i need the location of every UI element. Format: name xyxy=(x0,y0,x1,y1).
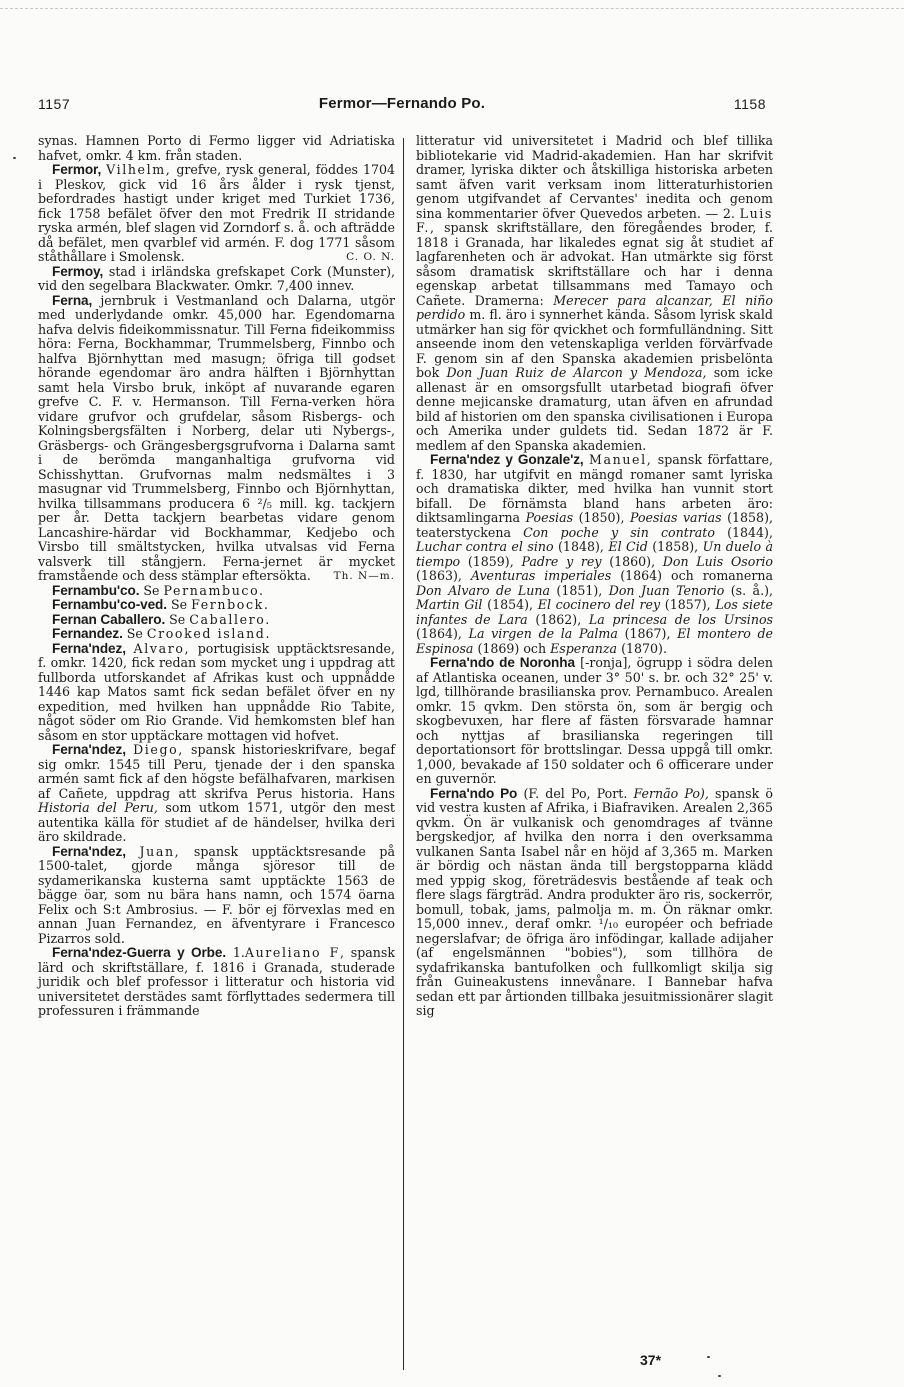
work-year: (1851), xyxy=(556,582,603,598)
entry-body: , spansk lärd och skriftställare, f. 1816 i Granada, studerade juridik och blef professor i litteratur och historia vid universitetet derstädes samt förflyttades sedermera till professuren i främmande xyxy=(38,945,395,1018)
work-year: (s. å.), xyxy=(730,582,773,598)
entry-fernando-po xyxy=(416,787,773,1019)
page-number-right: 1158 xyxy=(733,96,766,112)
work-title: El cocinero del rey xyxy=(537,597,661,612)
work-year: (1857), xyxy=(664,597,711,612)
see-label: Se xyxy=(170,597,188,612)
cross-reference: Pernambuco. xyxy=(163,582,265,598)
entry-fernandez-diego xyxy=(38,743,395,845)
headword: Fernambu'co. xyxy=(52,582,140,598)
work-year: (1864) och romanerna xyxy=(620,568,773,583)
work-year: (1854), xyxy=(487,597,534,612)
entry-body: stad i irländska grefskapet Cork (Munster), vid den segelbara Blackwater. Omkr. 7,400 innev. xyxy=(38,263,395,293)
work-title: Don Alvaro de Luna xyxy=(416,582,550,598)
entry-body: portugisisk upptäcktsresande, f. omkr. 1420, fick redan som mycket ung i uppdrag att fullborda utforskandet af Afrikas kust och uppnådde 1446 kap Matos samt fick sedan befälet öfver en ny expedition, med hvilken han uppnådde Rio Tabite, något söder om Rio Grande. Vid hemkomsten blef han såsom en stor upptäckare mottagen vid hofvet. xyxy=(38,640,395,743)
column-divider xyxy=(403,138,404,1370)
work-title: Los siete infantes de Lara xyxy=(416,597,773,627)
entry-body: m. fl. äro i synnerhet kända. Såsom lyrisk skald utmärker han sig för qvickhet och formfulländning. Sitt anseende inom den vetenskapliga verlden förvärfvade F. genom sin af den Spanska akademien prisbelönta bok xyxy=(416,307,773,380)
entry-body: spansk författare, f. 1830, har utgifvit en mängd romaner samt lyriska och dramatiska dikter, med hvilka han vunnit stort bifall. De förnämsta bland hans arbeten äro: diktsamlingarna xyxy=(416,452,773,525)
work-year: (1859), xyxy=(467,553,514,569)
work-title: Un duelo à tiempo xyxy=(416,539,773,569)
person-name: Diego, xyxy=(133,742,184,757)
entry-body: som utkom 1571, utgör den mest autentika källa för studiet af de händelser, hvilka deri äro skildrade. xyxy=(38,800,395,844)
work-title: Padre y rey xyxy=(521,553,602,569)
entry-body: litteratur vid universitetet i Madrid och blef tillika bibliotekarie vid Madrid-akademien. Han har skrifvit dramer, lyriska dikter och åtskilliga historiska arbeten samt äfven varit verksam inom litteraturhistorien genom utgifvandet af Cervantes' inedita och genom sina kommentarier öfver Quevedos arbeten. — 2. xyxy=(416,133,773,221)
author-signature: C. O. N. xyxy=(346,251,395,263)
entry-fernandez-y-gonzalez xyxy=(416,453,773,656)
printer-signature: 37* xyxy=(640,1352,662,1368)
headword: Ferna'ndez, xyxy=(52,742,126,757)
cross-reference: Fernbock. xyxy=(191,597,270,612)
headword: Fermor, xyxy=(52,162,102,177)
entry-body: spansk skriftställare, den föregåendes broder, f. 1818 i Granada, har likaledes egnat sig åt studiet af lagfarenheten och är advokat. Han utmärkte sig först såsom dramatisk skriftställare och har i denna egenskap arbetat tillsammans med Tamayo och Cañete. Dramerna: xyxy=(416,220,773,308)
person-name: Manuel, xyxy=(589,452,653,467)
scan-edge-line xyxy=(0,8,904,9)
headword: Ferna'ndo Po xyxy=(430,785,518,801)
entry-fernandez-juan xyxy=(38,845,395,947)
work-title: Merecer para alcanzar, El niño perdido xyxy=(416,292,773,322)
see-label: Se xyxy=(169,611,186,627)
work-year: (1867), xyxy=(624,626,671,641)
work-year: (1863), xyxy=(416,568,462,583)
work-year: (1862), xyxy=(535,611,582,627)
headword: Ferna'ndez, xyxy=(52,640,126,656)
work-year: (1870). xyxy=(621,640,667,656)
headword: Fermoy, xyxy=(52,263,104,279)
entry-fernambuco-ved xyxy=(38,598,395,613)
entry-body: (F. del Po, Port. xyxy=(523,785,628,801)
work-title: Don Juan Tenorio xyxy=(608,582,725,598)
work-year: (1858), xyxy=(652,539,699,554)
entry-body: grefve, rysk general, föddes 1704 i Pleskov, gick vid 16 års ålder i rysk tjenst, befordrades hastigt under kriget med Turkiet 1736, fick 1758 befälet öfver den mot Fredrik II stridande ryska armén, blef slagen vid Zorndorf s. å. och afträdde då befälet, men qvarblef vid armén. F. dog 1771 såsom ståthållare i Smolensk. xyxy=(38,162,395,264)
entry-body: [-ronja], ögrupp i södra delen af Atlantiska oceanen, under 3° 50' s. br. och 32° 25' v. lgd, tillhörande brasilianska prov. Pernambuco. Arealen omkr. 15 qvkm. Den största ön, som är bergig och skogbevuxen, har flere af fästen försvarade hamnar och nyttjas af brasilianska regeringen till deportationsort för brottslingar. Dessa uppgå till omkr. 1,000, bevakade af 150 soldater och 6 officerare under en guvernör. xyxy=(416,655,773,786)
entry-fernandez-alvaro xyxy=(38,642,395,744)
entry-body: som icke allenast är en omsorgsfullt utarbetad biografi öfver denne mejicanske dramaturg, utan äfven en afrundad bild af historien om den spanska civilisationen i Europa och Amerika under guldets tid. Sedan 1872 är F. medlem af den Spanska akademien. xyxy=(416,365,773,453)
cross-reference: Crooked island. xyxy=(146,626,272,641)
headword: Fernan Caballero. xyxy=(52,611,166,627)
work-year: (1844), xyxy=(727,524,773,540)
work-title: La virgen de la Palma xyxy=(468,626,618,641)
entry-fernan-caballero xyxy=(38,613,395,628)
headword: Ferna'ndez-Guerra y Orbe. xyxy=(52,945,227,960)
headword: Ferna'ndez y Gonzale'z, xyxy=(430,452,584,467)
entry-fernandez xyxy=(38,627,395,642)
work-title: La princesa de los Ursinos xyxy=(588,611,773,627)
person-name: Vilhelm, xyxy=(106,162,172,177)
work-title: Con poche y sin contrato xyxy=(523,524,715,540)
author-signature: Th. N—m. xyxy=(333,570,395,582)
headword: Fernandez. xyxy=(52,626,123,641)
entry-body: spansk upptäcktsresande på 1500-talet, gjorde många sjöresor till de sydamerikanska kusterna samt upptäckte 1563 de bägge öar, som nu bära hans namn, och 1574 öarna Felix och S:t Ambrosius. — F. bör ej förvexlas med en annan Juan Fernandez, en äfventyrare i Francesco Pizarros sold. xyxy=(38,843,395,946)
work-title: Luchar contra el sino xyxy=(416,539,554,554)
work-title: Poesias varias xyxy=(629,510,722,525)
work-title: Esperanza xyxy=(550,640,618,656)
person-name: Juan, xyxy=(139,843,181,859)
entry-guerra-continuation xyxy=(416,134,773,453)
entry-body: spansk ö vid vestra kusten af Afrika, i Biafraviken. Arealen 2,365 qvkm. Ön är vulkanisk och genomdrages af tvänne bergskedjor, af hvilka den norra i den overksamma vulkanen Santa Isabel når en höjd af 3,365 m. Marken är bördig och nästan ända till bergstopparna klädd med yppig skog, företrädesvis bestående af teak och flere slags färgträd. Andra produkter äro ris, sockerrör, bomull, tobak, jams, palmolja m. m. Ön räknar omkr. 15,000 innev., deraf omkr. ¹/₁₀ européer och befriade negerslafvar; de öfriga äro infödingar, kallade adijaher (af engelsmännen "bobies"), som tillhöra de sydafrikanska bantufolken och fullkomligt skilja sig från Guineakustens innevånare. I Bannebar hafva sedan ett par årtionden tillbaka jesuitmissionärer slagit sig xyxy=(416,785,773,1018)
work-year: (1869) och xyxy=(477,640,547,656)
work-title: Fernão Po), xyxy=(633,785,709,801)
headword: Ferna, xyxy=(52,292,93,308)
headword: Ferna'ndez, xyxy=(52,843,126,859)
work-title: El montero de Espinosa xyxy=(416,626,773,656)
person-name: Aureliano F xyxy=(244,945,340,960)
work-title: Don Juan Ruiz de Alarcon y Mendoza, xyxy=(446,365,707,380)
entry-fernando-de-noronha xyxy=(416,656,773,787)
page-number-left: 1157 xyxy=(38,96,71,112)
scan-speck xyxy=(718,1375,721,1377)
work-title: Poesias xyxy=(525,510,574,525)
sub-number: 1. xyxy=(232,945,245,960)
work-year: (1858), teaterstyckena xyxy=(416,510,773,540)
right-column xyxy=(416,134,773,1019)
entry-body: jernbruk i Vestmanland och Dalarna, utgör med underlydande omkr. 45,000 har. Egendomarna hafva delvis fideikommissnatur. Till Ferna fideikommiss höra: Ferna, Bockhammar, Trummelsberg, Finnbo och halfva Björnhyttan med masugn; öfriga till godset hörande egendomar äro andra hälften i Björnhyttan samt hela Virsbo bruk, inköpt af nuvarande egaren grefve C. F. v. Hermanson. Till Ferna-verken höra vidare grufvor och grufdelar, såsom Risbergs- och Kolningsbergsfälten i Norberg, delar uti Nybergs-, Gräsbergs- och Grängesbergsgrufvorna i Dalarna samt i de berömda manganhaltiga grufvorna vid Schisshyttan. Grufvornas malm nedsmältes i 3 masugnar vid Trummelsberg, Finnbo och Björnhyttan, hvilka tillsammans producera 6 ²/₅ mill. kg. tackjern per år. Detta tackjern bearbetas vidare genom Lancashire-härdar vid Bockhammar, Kedjebo och Virsbo till smältstycken, hvilka utvalsas vid Ferna valsverk till stångjern. Ferna-jernet är mycket framstående och dess stämplar eftersökta. xyxy=(38,292,395,583)
cross-reference: Caballero. xyxy=(189,611,271,627)
person-name: Luis F., xyxy=(416,205,773,235)
scan-speck xyxy=(13,157,16,159)
work-title: Aventuras imperiales xyxy=(470,568,612,583)
entry-fermo-continuation: synas. Hamnen Porto di Fermo ligger vid Adriatiska hafvet, omkr. 4 km. från staden. xyxy=(38,133,395,163)
work-title: Historia del Peru, xyxy=(38,800,158,815)
left-column xyxy=(38,134,395,1019)
headword: Fernambu'co-ved. xyxy=(52,597,167,612)
work-year: (1864), xyxy=(416,626,462,641)
entry-fernandez-guerra xyxy=(38,946,395,1019)
work-title: El Cid xyxy=(608,539,648,554)
running-title: Fermor—Fernando Po. xyxy=(318,95,486,112)
work-year: (1848), xyxy=(558,539,604,554)
headword: Ferna'ndo de Noronha xyxy=(430,655,575,670)
person-name: Alvaro, xyxy=(133,640,191,656)
see-label: Se xyxy=(126,626,143,641)
work-title: Martin Gil xyxy=(416,597,483,612)
page-header xyxy=(38,96,766,122)
scan-speck xyxy=(707,1356,710,1358)
entry-ferna xyxy=(38,294,395,584)
work-title: Don Luis Osorio xyxy=(662,553,773,569)
see-label: Se xyxy=(143,582,160,598)
entry-fermor xyxy=(38,163,395,265)
work-year: (1860), xyxy=(609,553,656,569)
work-year: (1850), xyxy=(578,510,625,525)
entry-fernambuco xyxy=(38,584,395,599)
entry-fermoy xyxy=(38,265,395,294)
entry-body: spansk historieskrifvare, begaf sig omkr. 1545 till Peru, tjenade der i den spanska armén samt fick af den högste befälhafvaren, markisen af Cañete, uppdrag att skrifva Perus historia. Hans xyxy=(38,742,395,801)
